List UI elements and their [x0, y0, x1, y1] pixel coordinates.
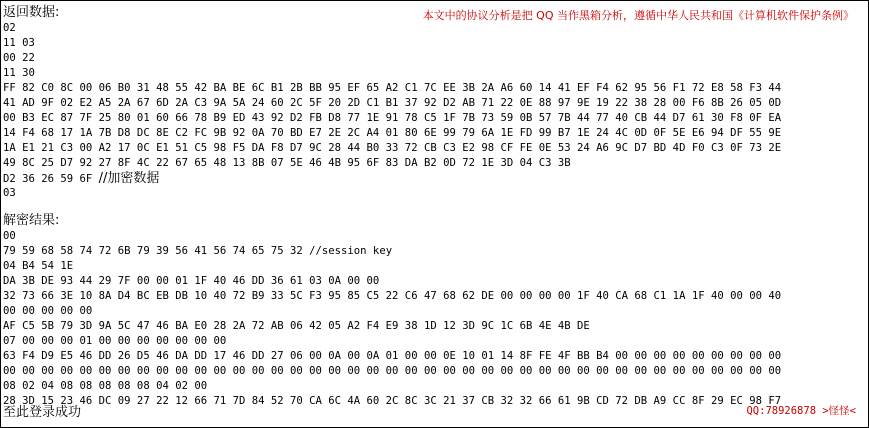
hex-line: 11 30: [3, 67, 35, 79]
hex-line: 63 F4 D9 E5 46 DD 26 D5 46 DA DD 17 46 DD 27 06 00 0A 00 0A 01 00 00 0E 10 01 14 8F FE 4F BB B4 00 00 00 00 00 00 00 00 00: [3, 350, 782, 362]
hex-line: 08 02 04 08 08 08 08 08 04 02 00: [3, 380, 208, 392]
return-data-label: 返回数据:: [3, 5, 60, 20]
hex-line: 00: [3, 230, 16, 242]
hex-line: DA 3B DE 93 44 29 7F 00 00 01 1F 40 46 DD 36 61 03 0A 00 00: [3, 275, 380, 287]
hex-bytes: 79 59 68 58 74 72 6B 79 39 56 41 56 74 65 75 32: [3, 245, 310, 257]
hex-bytes: D2 36 26 59 6F: [3, 173, 99, 185]
hex-line: AF C5 5B 79 3D 9A 5C 47 46 BA E0 28 2A 72 AB 06 42 05 A2 F4 E9 38 1D 12 3D 9C 1C 6B 4E 4B DE: [3, 320, 590, 332]
hex-line: 11 03: [3, 37, 35, 49]
hex-line: 28 3D 15 23 46 DC 09 27 22 12 66 71 7D 84 52 70 CA 6C 4A 60 2C 8C 3C 21 37 CB 32 32 66 61 9B CD 72 DB A9 CC 8F 29 EC 98 F7: [3, 395, 782, 407]
hex-line-last: [3, 171, 159, 186]
hex-line: 00 00 00 00 00: [3, 305, 93, 317]
hex-line: 07 00 00 00 01 00 00 00 00 00 00 00: [3, 335, 227, 347]
legal-notice: 本文中的协议分析是把 QQ 当作黑箱分析，遵循中华人民共和国《计算机软件保护条例》: [422, 9, 854, 22]
session-key-line: [3, 244, 392, 259]
hex-line: 02: [3, 22, 16, 34]
hex-line: 14 F4 68 17 1A 7B D8 DC 8E C2 FC 9B 92 0A 70 BD E7 2E 2C A4 01 80 6E 99 79 6A 1E FD 99 B7 1E 24 4C 0D 0F 5E E6 94 DF 55 9E: [3, 127, 782, 139]
hex-line: 00 22: [3, 52, 35, 64]
decrypt-result-label: 解密结果:: [3, 213, 60, 228]
hex-line: 00 B3 EC 87 7F 25 80 01 60 66 78 B9 ED 43 92 D2 FB D8 77 1E 91 78 C5 1F 7B 73 59 0B 57 7B 44 77 40 CB 44 D7 61 30 F8 0F EA: [3, 112, 782, 124]
hex-line: 49 8C 25 D7 92 27 8F 4C 22 67 65 48 13 8B 07 5E 46 4B 95 6F 83 DA B2 0D 72 1E 3D 04 C3 3B: [3, 157, 571, 169]
hex-line: 32 73 66 3E 10 8A D4 BC EB DB 10 40 72 B9 33 5C F3 95 85 C5 22 C6 47 68 62 DE 00 00 00 00 1F 40 CA 68 C1 1A 1F 40 00 00 40: [3, 290, 782, 302]
hex-line: 41 AD 9F 02 E2 A5 2A 67 6D 2A C3 9A 5A 24 60 2C 5F 20 2D C1 B1 37 92 D2 AB 71 22 0E 88 97 9E 19 22 38 28 00 F6 8B 26 05 0D: [3, 97, 782, 109]
login-success-text: 至此登录成功: [3, 405, 82, 420]
hex-line: 03: [3, 187, 16, 199]
author-signature: QQ:78926878 >怪怪<: [746, 405, 856, 417]
hex-line: FF 82 C0 8C 00 06 B0 31 48 55 42 BA BE 6C B1 2B BB 95 EF 65 A2 C1 7C EE 3B 2A A6 60 14 41 EF F4 62 95 56 F1 72 E8 58 F3 44: [3, 82, 782, 94]
hex-line: 00 00 00 00 00 00 00 00 00 00 00 00 00 00 00 00 00 00 00 00 00 00 00 00 00 00 00 00 00 00 00 00 00 00 00 00 00 00 00 00 00: [3, 365, 782, 377]
hex-line: 04 B4 54 1E: [3, 260, 74, 272]
encrypted-data-comment: //加密数据: [98, 171, 160, 186]
session-key-comment: //session key: [309, 245, 393, 257]
hex-line: 1A E1 21 C3 00 A2 17 0C E1 51 C5 98 F5 DA F8 D7 9C 28 44 B0 33 72 CB C3 E2 98 CF FE 0E 53 24 A6 9C D7 BD 4D F0 C3 0F 73 2E: [3, 142, 782, 154]
